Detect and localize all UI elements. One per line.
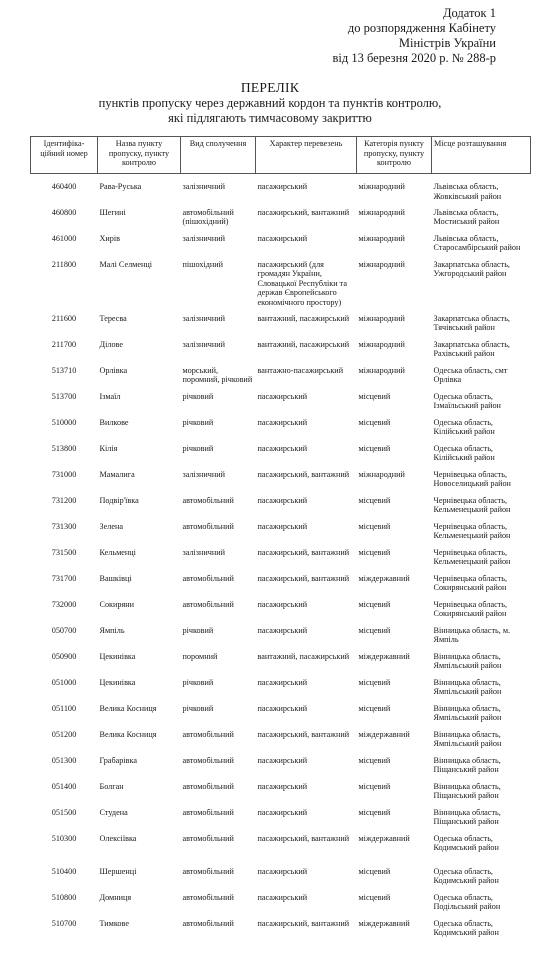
cell-category: місцевий	[358, 866, 391, 876]
cell-location: Одеська область, Кілійський район	[433, 443, 495, 463]
cell-id: 051200	[51, 729, 77, 739]
cell-name: Велика Косниця	[99, 729, 157, 739]
cell-transport: пасажирський, вантажний	[257, 573, 350, 583]
cell-category: місцевий	[358, 547, 391, 557]
cell-location: Вінницька область, Піщанський район	[433, 755, 501, 775]
cell-connection: автомобільний (пішохідний)	[182, 207, 234, 227]
cell-transport: пасажирський	[257, 892, 308, 902]
cell-connection: морський, поромний, річковий	[182, 365, 253, 385]
cell-name: Ділове	[99, 339, 123, 349]
cell-name: Зелена	[99, 521, 123, 531]
cell-id: 051500	[51, 807, 77, 817]
cell-transport: пасажирський, вантажний	[257, 207, 350, 217]
cell-transport: вантажно-пасажирський	[257, 365, 344, 375]
cell-transport: пасажирський	[257, 781, 308, 791]
cell-transport: пасажирський, вантажний	[257, 918, 350, 928]
table-row	[31, 867, 531, 893]
cell-connection: автомобільний	[182, 866, 234, 876]
cell-location: Закарпатська область, Тячівський район	[433, 313, 510, 333]
table-row	[31, 470, 531, 496]
cell-name: Велика Косниця	[99, 703, 157, 713]
cell-transport: вантажний, пасажирський	[257, 313, 350, 323]
cell-connection: автомобільний	[182, 918, 234, 928]
cell-id: 731300	[51, 521, 77, 531]
annex-line: до розпорядження Кабінету	[347, 21, 496, 35]
cell-id: 732000	[51, 599, 77, 609]
cell-location: Вінницька область, Піщанський район	[433, 807, 501, 827]
cell-connection: автомобільний	[182, 781, 234, 791]
table-row	[31, 678, 531, 704]
cell-transport: вантажний, пасажирський	[257, 651, 350, 661]
cell-transport: пасажирський	[257, 755, 308, 765]
table-row	[31, 782, 531, 808]
cell-connection: автомобільний	[182, 495, 234, 505]
cell-location: Вінницька область, Ямпільський район	[433, 651, 502, 671]
cell-name: Подвір'ївка	[99, 495, 139, 505]
cell-id: 211700	[51, 339, 77, 349]
table-row	[31, 496, 531, 522]
cell-name: Болган	[99, 781, 124, 791]
cell-category: місцевий	[358, 677, 391, 687]
cell-category: місцевий	[358, 521, 391, 531]
cell-connection: автомобільний	[182, 573, 234, 583]
cell-connection: залізничний	[182, 469, 226, 479]
cell-category: міжнародний	[358, 339, 405, 349]
table-row	[31, 626, 531, 652]
cell-category: міждержавний	[358, 918, 410, 928]
column-header-id: Ідентифіка-ційний номер	[31, 137, 98, 174]
cell-connection: автомобільний	[182, 833, 234, 843]
table-row	[31, 340, 531, 366]
table-row	[31, 756, 531, 782]
cell-id: 460400	[51, 182, 77, 191]
cell-location: Львівська область, Старосамбірський район	[433, 233, 521, 253]
cell-name: Студена	[99, 807, 128, 817]
cell-connection: річковий	[182, 443, 214, 453]
table-row	[31, 919, 531, 945]
cell-name: Вашківці	[99, 573, 132, 583]
cell-connection: автомобільний	[182, 521, 234, 531]
table-row	[31, 366, 531, 392]
cell-id: 211800	[51, 259, 77, 269]
cell-location: Одеська область, смт Орлівка	[433, 365, 508, 385]
cell-category: місцевий	[358, 892, 391, 902]
cell-transport: вантажний, пасажирський	[257, 339, 350, 349]
cell-transport: пасажирський	[257, 866, 308, 876]
document-subtitle-line: які підлягають тимчасовому закриттю	[168, 111, 372, 125]
cell-location: Чернівецька область, Кельменецький район	[433, 547, 511, 567]
table-row	[31, 522, 531, 548]
cell-category: міждержавний	[358, 573, 410, 583]
table-header-row	[31, 137, 531, 174]
cell-location: Одеська область, Подільський район	[433, 892, 501, 912]
table-row	[31, 314, 531, 340]
table-row	[31, 652, 531, 678]
cell-connection: автомобільний	[182, 807, 234, 817]
document-subtitle-line: пунктів пропуску через державний кордон та пунктів контролю,	[98, 96, 442, 110]
cell-id: 051300	[51, 755, 77, 765]
cell-name: Малі Селменці	[99, 259, 153, 269]
cell-location: Закарпатська область, Ужгородський район	[433, 259, 510, 279]
table-row	[31, 444, 531, 470]
document-title: ПЕРЕЛІК	[240, 80, 300, 95]
cell-category: міждержавний	[358, 729, 410, 739]
cell-transport: пасажирський	[257, 233, 308, 243]
cell-name: Рава-Руська	[99, 182, 142, 191]
cell-category: міжнародний	[358, 182, 405, 191]
cell-connection: залізничний	[182, 313, 226, 323]
cell-id: 510300	[51, 833, 77, 843]
table-row	[31, 704, 531, 730]
cell-location: Одеська область, Кодимський район	[433, 866, 499, 886]
cell-transport: пасажирський, вантажний	[257, 547, 350, 557]
cell-category: міжнародний	[358, 313, 405, 323]
cell-connection: річковий	[182, 703, 214, 713]
cell-category: міжнародний	[358, 207, 405, 217]
annex-line: Міністрів України	[398, 36, 496, 50]
cell-name: Олексіївка	[99, 833, 137, 843]
cell-transport: пасажирський	[257, 182, 308, 191]
cell-transport: пасажирський, вантажний	[257, 729, 350, 739]
cell-category: місцевий	[358, 755, 391, 765]
cell-category: міжнародний	[358, 233, 405, 243]
cell-transport: пасажирський	[257, 599, 308, 609]
cell-name: Шегині	[99, 207, 126, 217]
cell-connection: автомобільний	[182, 729, 234, 739]
cell-location: Львівська область, Жовківський район	[433, 182, 502, 201]
cell-id: 510800	[51, 892, 77, 902]
table-row	[31, 808, 531, 834]
cell-name: Сокиряни	[99, 599, 135, 609]
cell-transport: пасажирський (для громадян України, Словацької Республіки та держав Європейського економічного простору)	[257, 259, 347, 307]
table-row	[31, 893, 531, 919]
table-row	[31, 174, 531, 208]
cell-id: 731000	[51, 469, 77, 479]
cell-connection: залізничний	[182, 233, 226, 243]
cell-transport: пасажирський	[257, 807, 308, 817]
checkpoints-table	[30, 136, 531, 945]
table-row	[31, 392, 531, 418]
cell-id: 050700	[51, 625, 77, 635]
cell-transport: пасажирський, вантажний	[257, 469, 350, 479]
column-header-transport: Характер перевезень	[256, 137, 357, 174]
cell-name: Шершенці	[99, 866, 137, 876]
cell-name: Хирів	[99, 233, 121, 243]
cell-category: міждержавний	[358, 651, 410, 661]
column-header-location: Місце розташування	[432, 137, 531, 174]
cell-transport: пасажирський	[257, 521, 308, 531]
cell-category: місцевий	[358, 495, 391, 505]
cell-name: Ізмаїл	[99, 391, 121, 401]
cell-category: міжнародний	[358, 259, 405, 269]
cell-location: Вінницька область, Ямпільський район	[433, 703, 502, 723]
cell-transport: пасажирський	[257, 417, 308, 427]
table-row	[31, 834, 531, 867]
cell-location: Чернівецька область, Кельменецький район	[433, 495, 511, 515]
cell-name: Цекинівка	[99, 651, 136, 661]
cell-id: 510400	[51, 866, 77, 876]
cell-category: міжнародний	[358, 365, 405, 375]
cell-location: Львівська область, Мостиський район	[433, 207, 500, 227]
table-row	[31, 574, 531, 600]
cell-connection: залізничний	[182, 182, 226, 191]
cell-id: 460800	[51, 207, 77, 217]
cell-location: Чернівецька область, Сокирянський район	[433, 599, 508, 619]
cell-connection: поромний	[182, 651, 218, 661]
cell-transport: пасажирський	[257, 443, 308, 453]
cell-connection: залізничний	[182, 339, 226, 349]
table-row	[31, 548, 531, 574]
cell-location: Одеська область, Кодимський район	[433, 833, 499, 853]
cell-connection: залізничний	[182, 547, 226, 557]
cell-location: Одеська область, Кілійський район	[433, 417, 495, 437]
cell-id: 461000	[51, 233, 77, 243]
cell-name: Орлівка	[99, 365, 128, 375]
cell-connection: автомобільний	[182, 892, 234, 902]
table-row	[31, 418, 531, 444]
cell-name: Вилкове	[99, 417, 129, 427]
annex-line: Додаток 1	[443, 6, 496, 20]
cell-name: Ямпіль	[99, 625, 125, 635]
table-body	[31, 174, 531, 945]
cell-location: Вінницька область, Ямпільський район	[433, 677, 502, 697]
cell-id: 211600	[51, 313, 77, 323]
cell-category: місцевий	[358, 443, 391, 453]
cell-id: 513710	[51, 365, 77, 375]
cell-id: 513700	[51, 391, 77, 401]
cell-connection: пішохідний	[182, 259, 224, 269]
cell-location: Чернівецька область, Сокирянський район	[433, 573, 508, 593]
title-block	[30, 80, 510, 126]
cell-name: Грабарівка	[99, 755, 137, 765]
cell-category: місцевий	[358, 599, 391, 609]
cell-connection: автомобільний	[182, 755, 234, 765]
cell-connection: річковий	[182, 417, 214, 427]
cell-id: 731500	[51, 547, 77, 557]
column-header-name: Назва пункту пропуску, пункту контролю	[98, 137, 181, 174]
cell-id: 051100	[51, 703, 77, 713]
cell-transport: пасажирський	[257, 625, 308, 635]
cell-id: 050900	[51, 651, 77, 661]
table-row	[31, 208, 531, 234]
cell-id: 731200	[51, 495, 77, 505]
cell-id: 513800	[51, 443, 77, 453]
cell-category: місцевий	[358, 625, 391, 635]
cell-id: 051400	[51, 781, 77, 791]
cell-transport: пасажирський	[257, 703, 308, 713]
annex-header	[30, 6, 510, 66]
cell-id: 510000	[51, 417, 77, 427]
cell-name: Кельменці	[99, 547, 136, 557]
cell-connection: річковий	[182, 391, 214, 401]
cell-name: Кілія	[99, 443, 118, 453]
cell-location: Вінницька область, м. Ямпіль	[433, 625, 511, 645]
cell-location: Чернівецька область, Кельменецький район	[433, 521, 511, 541]
cell-location: Вінницька область, Ямпільський район	[433, 729, 502, 749]
column-header-connection: Вид сполучення	[181, 137, 256, 174]
cell-connection: автомобільний	[182, 599, 234, 609]
cell-id: 510700	[51, 918, 77, 928]
table-row	[31, 730, 531, 756]
cell-location: Закарпатська область, Рахівський район	[433, 339, 510, 359]
cell-connection: річковий	[182, 625, 214, 635]
table-row	[31, 600, 531, 626]
cell-name: Цекинівка	[99, 677, 136, 687]
cell-category: місцевий	[358, 703, 391, 713]
cell-name: Тимкове	[99, 918, 129, 928]
cell-location: Чернівецька область, Новоселицький район	[433, 469, 511, 489]
cell-category: місцевий	[358, 807, 391, 817]
cell-location: Вінницька область, Піщанський район	[433, 781, 501, 801]
annex-line: від 13 березня 2020 р. № 288-р	[332, 51, 496, 65]
cell-name: Мамалига	[99, 469, 135, 479]
cell-category: місцевий	[358, 417, 391, 427]
cell-transport: пасажирський	[257, 495, 308, 505]
cell-category: міждержавний	[358, 833, 410, 843]
cell-id: 051000	[51, 677, 77, 687]
cell-category: місцевий	[358, 781, 391, 791]
cell-location: Одеська область, Ізмаїльський район	[433, 391, 501, 411]
cell-id: 731700	[51, 573, 77, 583]
table-row	[31, 260, 531, 314]
cell-transport: пасажирський	[257, 677, 308, 687]
cell-category: місцевий	[358, 391, 391, 401]
cell-transport: пасажирський	[257, 391, 308, 401]
cell-name: Домниця	[99, 892, 132, 902]
cell-connection: річковий	[182, 677, 214, 687]
cell-transport: пасажирський, вантажний	[257, 833, 350, 843]
column-header-category: Категорія пункту пропуску, пункту контролю	[357, 137, 432, 174]
table-row	[31, 234, 531, 260]
cell-name: Тересва	[99, 313, 127, 323]
cell-location: Одеська область, Кодимський район	[433, 918, 499, 938]
cell-category: міжнародний	[358, 469, 405, 479]
